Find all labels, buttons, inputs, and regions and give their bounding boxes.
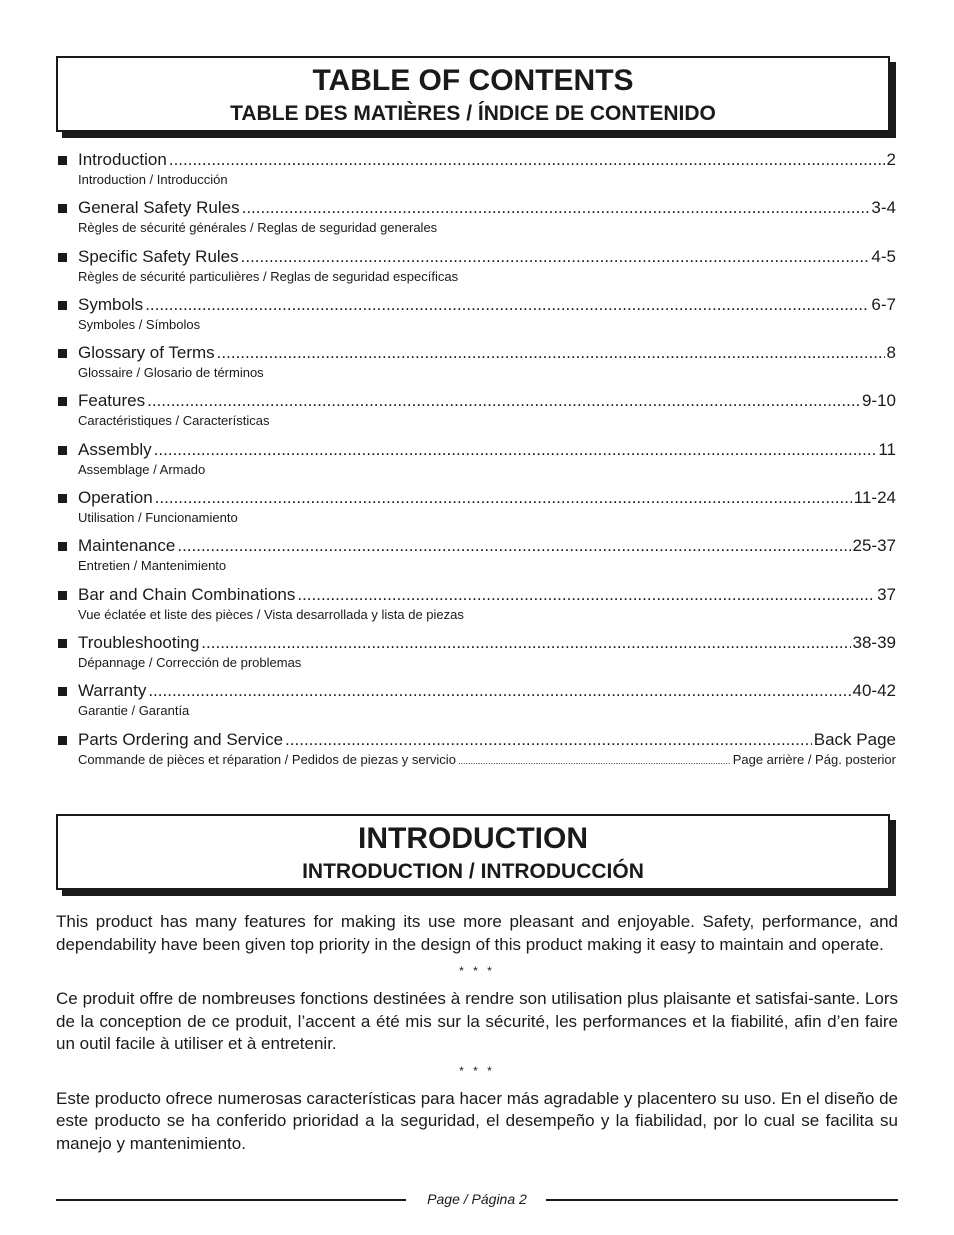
toc-entry-subtitle: Dépannage / Corrección de problemas — [78, 654, 302, 670]
separator-stars: * * * — [459, 1063, 495, 1078]
toc-entry-title: Symbols — [78, 294, 144, 314]
square-bullet-icon — [58, 397, 67, 406]
toc-entry — [58, 729, 896, 777]
dot-leader — [155, 487, 852, 509]
toc-entry-title: Glossary of Terms — [78, 343, 215, 363]
page-footer — [56, 1189, 898, 1209]
toc-entry-title: Troubleshooting — [78, 632, 200, 652]
toc-entry-page: 2 — [886, 150, 896, 169]
intro-subtitle: INTRODUCTION / INTRODUCCIÓN — [302, 860, 644, 883]
toc-entry-subtitle: Symboles / Símbolos — [78, 316, 201, 332]
toc-entry — [58, 149, 896, 197]
intro-body — [56, 911, 898, 1155]
square-bullet-icon — [58, 687, 67, 696]
dot-leader — [177, 535, 850, 557]
toc-entry-title: Specific Safety Rules — [78, 246, 239, 266]
toc-entry-row — [58, 294, 896, 316]
dot-leader — [297, 584, 875, 606]
toc-header-box — [56, 56, 890, 132]
square-bullet-icon — [58, 301, 67, 310]
intro-paragraph-es: Este producto ofrece numerosas características para hacer más agradable y placentero su uso. En el diseño de este producto se ha conferido prioridad a la seguridad, el desempeño y la fiabilidad, por lo cual se facilita su manejo y mantenimiento. — [56, 1088, 898, 1153]
intro-header-box — [56, 814, 890, 890]
square-bullet-icon — [58, 736, 67, 745]
toc-entry-row — [58, 535, 896, 557]
toc-entry-title: Maintenance — [78, 536, 176, 556]
toc-entry — [58, 294, 896, 342]
page-number: Page / Página 2 — [427, 1191, 527, 1207]
toc-entry-subtitle-page: Page arrière / Pág. posterior — [732, 751, 896, 767]
toc-entry-subtitle: Assemblage / Armado — [78, 461, 206, 477]
toc-entry-title: Introduction — [78, 150, 167, 169]
toc-entry-subtitle: Commande de pièces et réparation / Pedidos de piezas y servicio — [78, 751, 456, 767]
toc-entry — [58, 246, 896, 294]
toc-entry-subtitle: Règles de sécurité particulières / Reglas de seguridad específicas — [78, 268, 459, 284]
toc-entry-row — [58, 342, 896, 364]
toc-entry-page: 25-37 — [852, 536, 896, 556]
square-bullet-icon — [58, 349, 67, 358]
square-bullet-icon — [58, 591, 67, 600]
toc-entry-row — [58, 680, 896, 702]
dot-leader — [242, 197, 870, 219]
square-bullet-icon — [58, 494, 67, 503]
square-bullet-icon — [58, 542, 67, 551]
toc-entry-page: 9-10 — [861, 391, 896, 411]
toc-entry-subtitle: Règles de sécurité générales / Reglas de seguridad generales — [78, 220, 438, 236]
toc-entry-page: 8 — [886, 343, 896, 363]
toc-entry-title: Assembly — [78, 439, 152, 459]
toc-title: TABLE OF CONTENTS — [312, 64, 634, 97]
square-bullet-icon — [58, 446, 67, 455]
toc-entry-page: 11-24 — [853, 488, 896, 508]
square-bullet-icon — [58, 253, 67, 262]
toc-entry-page: 11 — [878, 439, 896, 459]
dot-leader — [285, 729, 812, 751]
separator-stars: * * * — [459, 964, 495, 978]
toc-entry-subtitle-row — [78, 751, 896, 770]
dot-leader — [147, 390, 860, 412]
toc-entry-row — [58, 197, 896, 219]
footer-rule-right — [546, 1199, 898, 1201]
toc-entry-row — [58, 487, 896, 509]
square-bullet-icon — [58, 639, 67, 648]
toc-entry-page: 38-39 — [852, 632, 896, 652]
intro-title: INTRODUCTION — [358, 822, 588, 855]
toc-entry — [58, 197, 896, 245]
toc-entry-subtitle: Garantie / Garantía — [78, 703, 190, 719]
toc-list — [58, 149, 896, 777]
toc-entry-subtitle: Vue éclatée et liste des pièces / Vista desarrollada y lista de piezas — [78, 606, 464, 622]
toc-entry-row — [58, 390, 896, 412]
dot-leader — [217, 342, 885, 364]
toc-entry-title: Bar and Chain Combinations — [78, 584, 296, 604]
toc-entry — [58, 390, 896, 438]
dot-leader — [145, 294, 869, 316]
dot-leader — [169, 149, 885, 171]
toc-entry-title: Warranty — [78, 681, 147, 701]
toc-entry-page: 40-42 — [852, 681, 896, 701]
toc-entry-row — [58, 149, 896, 171]
toc-entry-title: Features — [78, 391, 146, 411]
dot-leader — [458, 753, 731, 770]
toc-entry-page: 37 — [877, 584, 896, 604]
toc-entry-page: 4-5 — [871, 246, 896, 266]
intro-paragraph-fr: Ce produit offre de nombreuses fonctions destinées à rendre son utilisation plus plaisante et satisfai-sante. Lors de la conception de ce produit, l’accent a été mis sur la sécurité, les performances et la fiabilité, afin d’en faire un outil facile à utiliser et à entretenir. — [56, 989, 898, 1053]
dot-leader — [241, 246, 870, 268]
dot-leader — [201, 632, 850, 654]
toc-entry-page: 3-4 — [871, 198, 896, 218]
toc-entry — [58, 680, 896, 728]
toc-entry-row — [58, 246, 896, 268]
toc-entry — [58, 439, 896, 487]
toc-entry-subtitle: Entretien / Mantenimiento — [78, 558, 227, 574]
dot-leader — [148, 680, 850, 702]
toc-entry — [58, 632, 896, 680]
toc-entry — [58, 584, 896, 632]
toc-entry-subtitle: Glossaire / Glosario de términos — [78, 365, 264, 381]
toc-entry-subtitle: Caractéristiques / Características — [78, 413, 270, 429]
toc-entry-subtitle: Introduction / Introducción — [78, 172, 228, 187]
toc-entry-subtitle: Utilisation / Funcionamiento — [78, 510, 238, 526]
toc-entry-page: 6-7 — [871, 294, 896, 314]
intro-paragraph-en: This product has many features for making its use more pleasant and enjoyable. Safety, performance, and dependability have been given top priority in the design of this product making it easy to maintain and operate. — [56, 912, 898, 954]
toc-subtitle: TABLE DES MATIÈRES / ÍNDICE DE CONTENIDO — [230, 102, 716, 125]
toc-entry-title: Operation — [78, 488, 153, 508]
toc-entry-row — [58, 729, 896, 751]
toc-entry-title: General Safety Rules — [78, 198, 240, 218]
square-bullet-icon — [58, 204, 67, 213]
toc-entry — [58, 487, 896, 535]
toc-entry-row — [58, 584, 896, 606]
toc-entry-row — [58, 632, 896, 654]
toc-entry — [58, 535, 896, 583]
dot-leader — [154, 439, 877, 461]
toc-entry-page: Back Page — [813, 729, 896, 749]
toc-entry-row — [58, 439, 896, 461]
toc-entry — [58, 342, 896, 390]
square-bullet-icon — [58, 156, 67, 165]
toc-entry-title: Parts Ordering and Service — [78, 729, 284, 749]
